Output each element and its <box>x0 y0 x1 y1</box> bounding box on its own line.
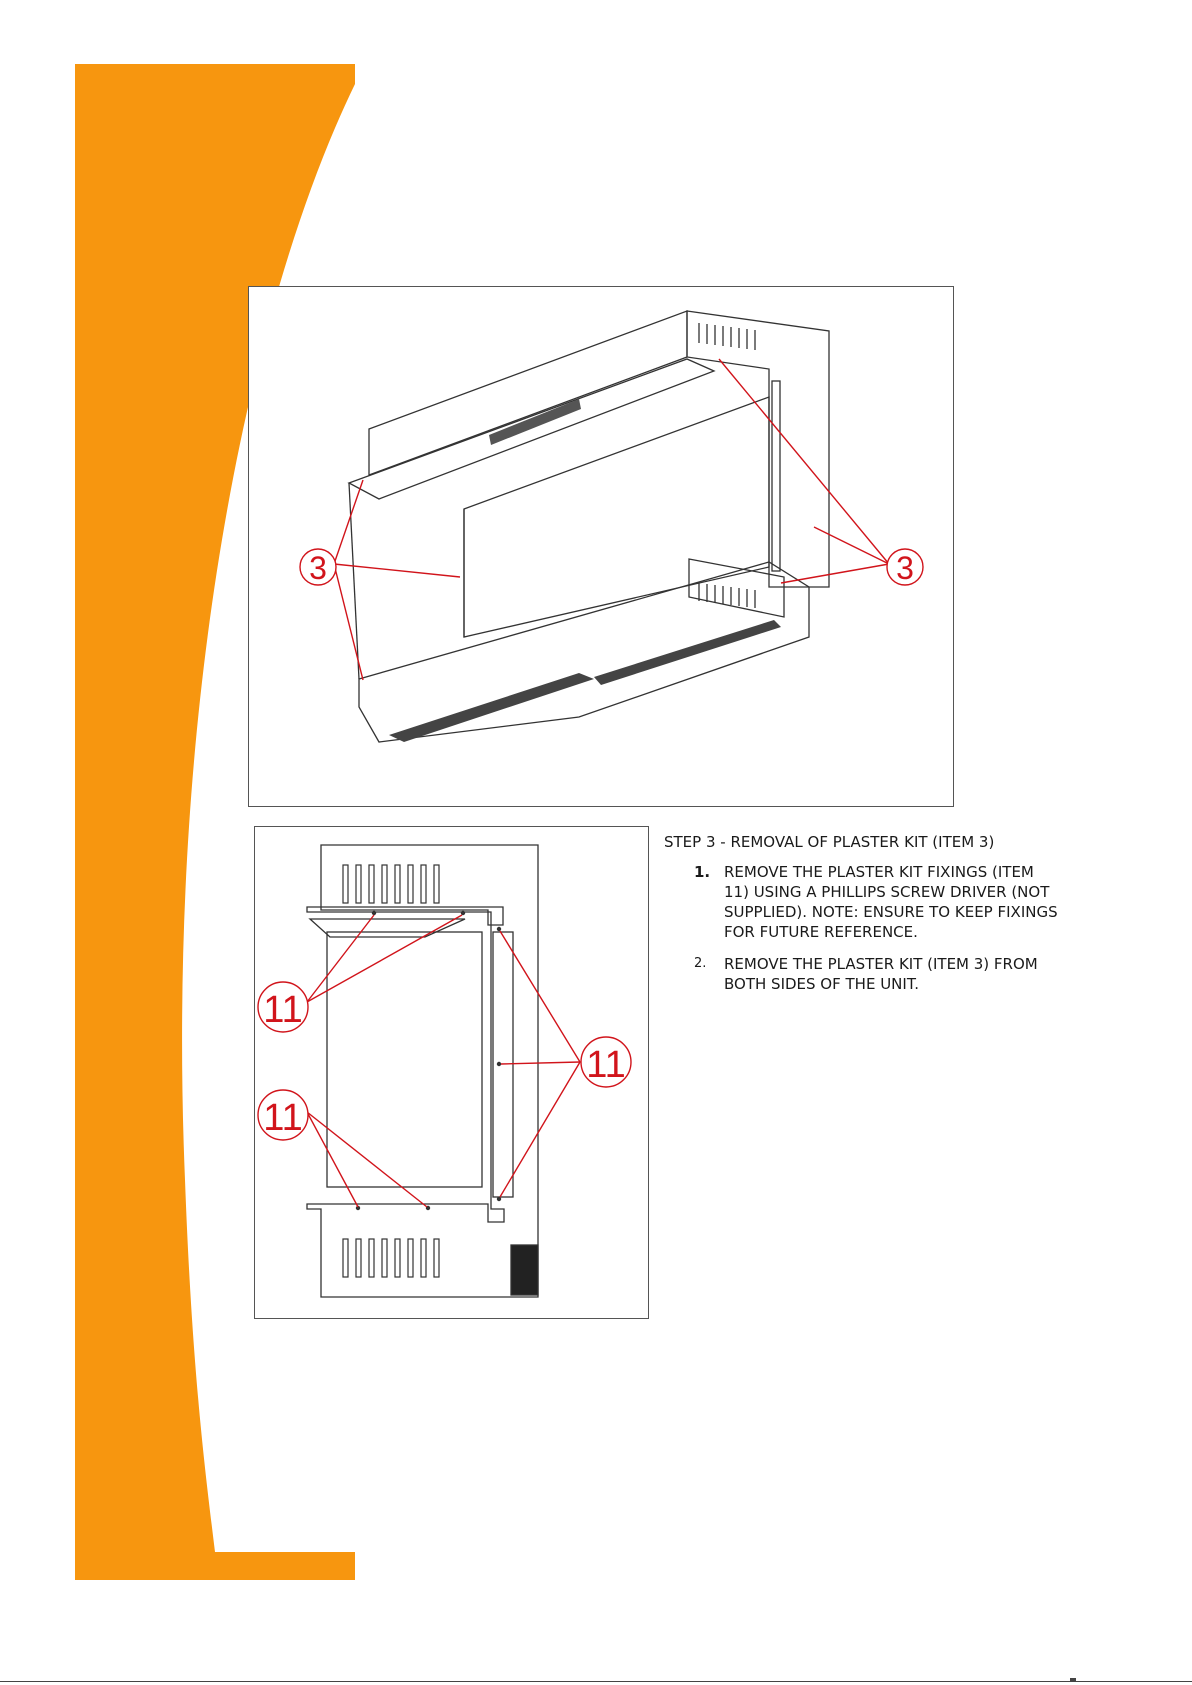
callout-label-left: 3 <box>309 550 327 586</box>
callout-label-right: 11 <box>586 1044 626 1086</box>
back-panel <box>369 311 687 475</box>
step-line: 11) USING A PHILLIPS SCREW DRIVER (NOT <box>724 883 1050 901</box>
step-list <box>664 862 1084 994</box>
step-title: STEP 3 - REMOVAL OF PLASTER KIT (ITEM 3) <box>664 833 995 851</box>
right-channel <box>772 381 780 571</box>
instructions-block <box>664 832 1084 1006</box>
inner-panel <box>327 932 482 1187</box>
figure-isometric-view <box>248 286 954 807</box>
figure-side-view <box>254 826 649 1319</box>
step-number: 2. <box>694 956 707 971</box>
step-item <box>664 862 1084 942</box>
step-line: BOTH SIDES OF THE UNIT. <box>724 975 919 993</box>
side-view-drawing <box>255 827 650 1320</box>
callout-label-bottom-left: 11 <box>263 1097 303 1139</box>
lower-base <box>359 562 809 742</box>
step-number: 1. <box>694 863 711 881</box>
step-line: SUPPLIED). NOTE: ENSURE TO KEEP FIXINGS <box>724 903 1058 921</box>
bottom-right-box <box>689 559 784 617</box>
callout-label-right: 3 <box>896 550 914 586</box>
step-line: FOR FUTURE REFERENCE. <box>724 923 918 941</box>
lower-box <box>511 1245 538 1295</box>
footer-mark <box>1070 1678 1076 1682</box>
bottom-grille-right <box>594 620 781 685</box>
step-line: REMOVE THE PLASTER KIT FIXINGS (ITEM <box>724 863 1034 881</box>
top-grille <box>489 399 581 445</box>
isometric-drawing <box>249 287 955 808</box>
footer-rule <box>0 1681 1192 1682</box>
step-item <box>664 954 1084 994</box>
top-trim <box>349 359 714 499</box>
side-body-outline <box>307 845 538 1297</box>
bottom-grille-left <box>389 673 594 742</box>
callout-label-top-left: 11 <box>263 989 303 1031</box>
step-line: REMOVE THE PLASTER KIT (ITEM 3) FROM <box>724 955 1038 973</box>
right-side-panel <box>687 311 829 587</box>
